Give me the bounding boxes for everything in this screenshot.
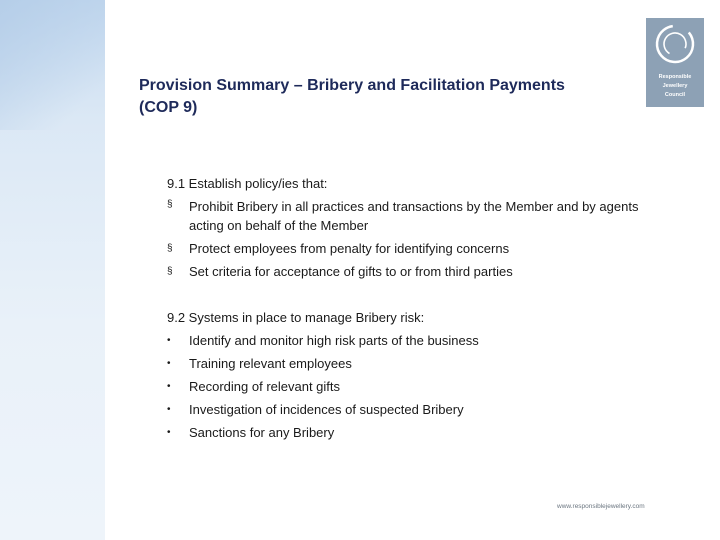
section-bullet-icon: §	[167, 199, 173, 210]
logo-text-line-1: Responsible	[658, 74, 692, 80]
footer-url: www.responsiblejewellery.com	[557, 503, 645, 510]
list-item	[167, 237, 667, 260]
list-item	[167, 398, 667, 421]
logo-text	[646, 73, 704, 100]
section-9-2-heading: 9.2 Systems in place to manage Bribery risk:	[167, 310, 425, 325]
list-item	[167, 195, 667, 237]
list-item-text: Prohibit Bribery in all practices and transactions by the Member and by agents acting on behalf of the Member	[189, 199, 639, 233]
slide-title-line-1: Provision Summary – Bribery and Facilitation Payments	[139, 77, 565, 94]
section-9-1-heading: 9.1 Establish policy/ies that:	[167, 176, 328, 191]
list-item	[167, 375, 667, 398]
list-item-text: Investigation of incidences of suspected Bribery	[189, 402, 464, 417]
slide-body	[167, 172, 667, 444]
bullet-dot-icon: •	[167, 427, 171, 438]
side-band-gradient	[0, 0, 105, 130]
section-spacer	[167, 283, 667, 306]
list-item	[167, 329, 667, 352]
logo-text-line-2: Jewellery	[662, 83, 688, 89]
section-bullet-icon: §	[167, 266, 173, 277]
list-item	[167, 352, 667, 375]
section-bullet-icon: §	[167, 243, 173, 254]
list-item-text: Set criteria for acceptance of gifts to or from third parties	[189, 264, 513, 279]
list-item	[167, 260, 667, 283]
logo-text-line-3: Council	[664, 92, 686, 98]
list-item-text: Identify and monitor high risk parts of the business	[189, 333, 479, 348]
bullet-dot-icon: •	[167, 335, 171, 346]
list-item	[167, 421, 667, 444]
slide-title-line-2: (COP 9)	[139, 99, 198, 116]
bullet-dot-icon: •	[167, 381, 171, 392]
bullet-dot-icon: •	[167, 404, 171, 415]
list-item-text: Recording of relevant gifts	[189, 379, 341, 394]
list-item-text: Protect employees from penalty for identifying concerns	[189, 241, 510, 256]
bullet-dot-icon: •	[167, 358, 171, 369]
rjc-logo	[646, 18, 704, 107]
list-item-text: Sanctions for any Bribery	[189, 425, 335, 440]
list-item-text: Training relevant employees	[189, 356, 352, 371]
slide-title	[139, 75, 619, 119]
decorative-side-band	[0, 0, 105, 540]
